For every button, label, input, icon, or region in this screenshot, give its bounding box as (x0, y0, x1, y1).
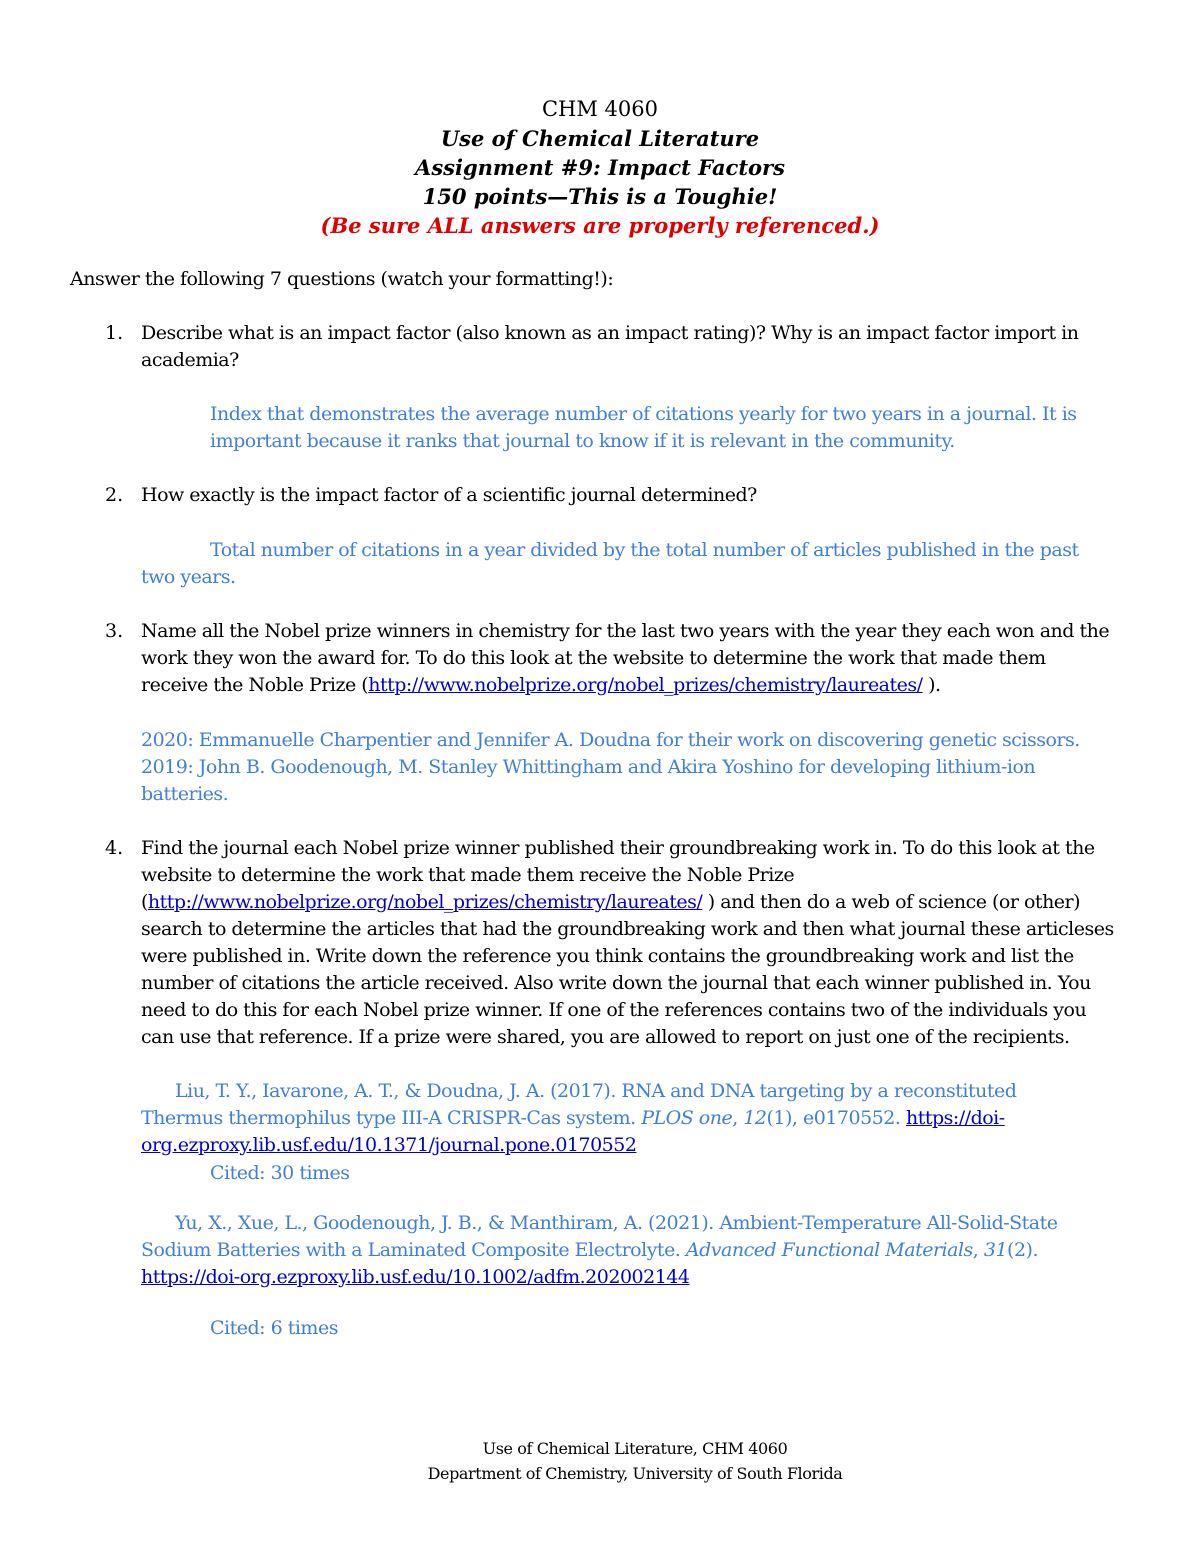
q3-text-line1: Name all the Nobel prize winners in chemistry for the last two years with the year they each won and the (141, 620, 1110, 642)
q1-number: 1. (105, 322, 124, 344)
points-line: 150 points—This is a Toughie! (422, 184, 778, 209)
footer-line2: Department of Chemistry, University of South Florida (427, 1464, 843, 1483)
q3-text-line3: receive the Noble Prize (http://www.nobelprize.org/nobel_prizes/chemistry/laureates/ ). (141, 674, 941, 696)
assignment-title: Assignment #9: Impact Factors (415, 155, 785, 180)
q4-text-line4: search to determine the articles that had the groundbreaking work and then what journal these articleses (141, 918, 1114, 940)
q3-number: 3. (105, 620, 124, 642)
nobel-laureates-link-2[interactable]: http://www.nobelprize.org/nobel_prizes/chemistry/laureates/ (147, 891, 703, 913)
ref2-line3 (141, 1264, 689, 1291)
nobel-laureates-link[interactable]: http://www.nobelprize.org/nobel_prizes/chemistry/laureates/ (368, 674, 923, 696)
q1-text-line2: academia? (141, 349, 239, 371)
q2-number: 2. (105, 484, 124, 506)
ref2-volume: 31 (983, 1239, 1008, 1261)
ref1-line1: Liu, T. Y., Iavarone, A. T., & Doudna, J. A. (2017). RNA and DNA targeting by a reconstituted (175, 1080, 1017, 1102)
ref1-doi-link-part2[interactable]: org.ezproxy.lib.usf.edu/10.1371/journal.pone.0170552 (141, 1134, 637, 1156)
reference-note: (Be sure ALL answers are properly referenced.) (320, 213, 880, 238)
q3-answer-line1: 2020: Emmanuelle Charpentier and Jennifer A. Doudna for their work on discovering genetic scissors. (141, 729, 1080, 751)
footer-line1: Use of Chemical Literature, CHM 4060 (482, 1439, 788, 1458)
q4-text-line5: were published in. Write down the reference you think contains the groundbreaking work and list the (141, 945, 1074, 967)
q3-answer-line2: 2019: John B. Goodenough, M. Stanley Whittingham and Akira Yoshino for developing lithium-ion (141, 756, 1036, 778)
q4-number: 4. (105, 837, 124, 859)
q2-answer-line2: two years. (141, 566, 236, 588)
q1-answer-line1: Index that demonstrates the average number of citations yearly for two years in a journal. It is (210, 403, 1077, 425)
ref1-line3 (141, 1132, 636, 1159)
ref2-line1: Yu, X., Xue, L., Goodenough, J. B., & Manthiram, A. (2021). Ambient-Temperature All-Solid-State (175, 1212, 1058, 1234)
q1-answer-line2: important because it ranks that journal to know if it is relevant in the community. (210, 430, 955, 452)
ref1-doi-link-part1[interactable]: https://doi- (905, 1107, 1005, 1129)
ref1-cited: Cited: 30 times (210, 1162, 350, 1184)
course-code: CHM 4060 (541, 97, 658, 121)
q1-text-line1: Describe what is an impact factor (also known as an impact rating)? Why is an impact factor import in (141, 322, 1079, 344)
ref2-journal: Advanced Functional Materials (685, 1239, 973, 1261)
document-header (0, 95, 1200, 240)
ref1-volume: 12 (743, 1107, 767, 1129)
intro-text: Answer the following 7 questions (watch your formatting!): (70, 268, 614, 290)
q4-text-line8: can use that reference. If a prize were shared, you are allowed to report on just one of the recipients. (141, 1026, 1070, 1048)
q4-text-line1: Find the journal each Nobel prize winner published their groundbreaking work in. To do this look at the (141, 837, 1095, 859)
q2-text-line1: How exactly is the impact factor of a scientific journal determined? (141, 484, 757, 506)
q3-text-line2: work they won the award for. To do this look at the website to determine the work that made them (141, 647, 1046, 669)
q2-answer-line1: Total number of citations in a year divided by the total number of articles published in the past (210, 539, 1079, 561)
q4-text-line2: website to determine the work that made them receive the Noble Prize (141, 864, 795, 886)
ref2-line2: Sodium Batteries with a Laminated Composite Electrolyte. Advanced Functional Materials, 31(2). (141, 1239, 1038, 1261)
ref2-doi-link[interactable]: https://doi-org.ezproxy.lib.usf.edu/10.1002/adfm.202002144 (141, 1266, 690, 1288)
ref1-line2: Thermus thermophilus type III-A CRISPR-Cas system. PLOS one, 12(1), e0170552. https://doi- (141, 1107, 1005, 1129)
q3-answer-line3: batteries. (141, 783, 229, 805)
ref2-cited: Cited: 6 times (210, 1317, 338, 1339)
q4-text-line7: need to do this for each Nobel prize winner. If one of the references contains two of the individuals you (141, 999, 1087, 1021)
q4-text-line3: (http://www.nobelprize.org/nobel_prizes/chemistry/laureates/ ) and then do a web of science (or other) (141, 891, 1081, 913)
q4-text-line6: number of citations the article received. Also write down the journal that each winner published in. You (141, 972, 1091, 994)
ref1-journal: PLOS one (641, 1107, 733, 1129)
page-footer (0, 1436, 1200, 1486)
course-title: Use of Chemical Literature (440, 126, 760, 151)
